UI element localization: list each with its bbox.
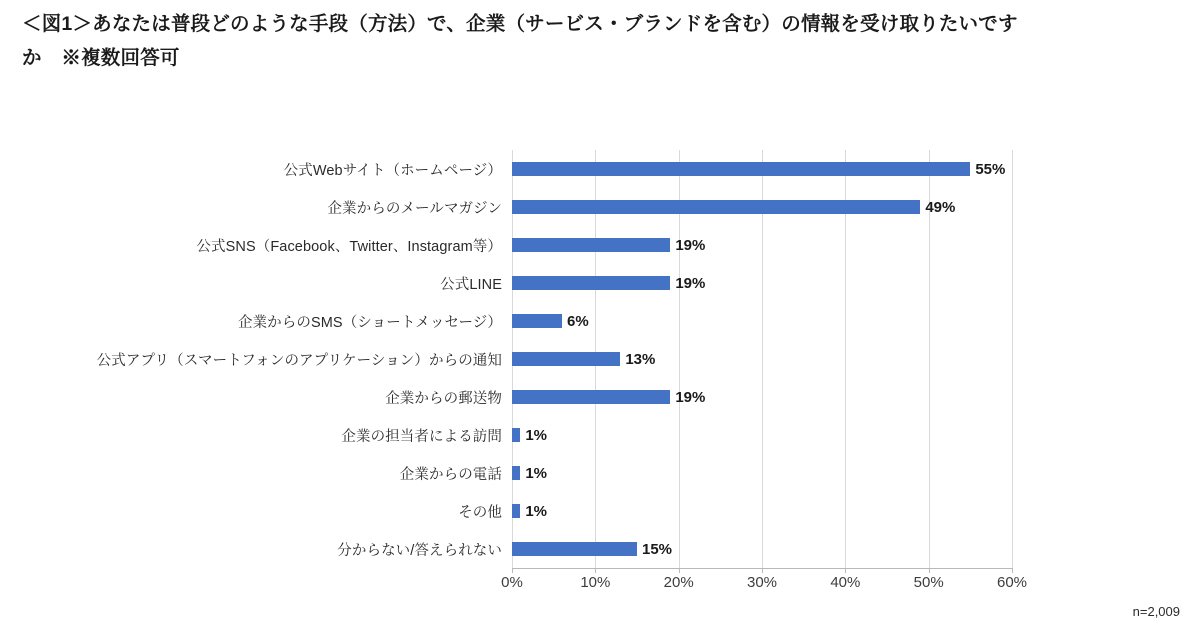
category-label: 公式LINE — [440, 276, 502, 293]
bar — [512, 352, 620, 366]
category-label: 企業からのメールマガジン — [327, 200, 502, 217]
bar-row — [0, 530, 1200, 568]
bar-with-value — [512, 530, 672, 568]
bar-with-value — [512, 226, 705, 264]
bar — [512, 162, 970, 176]
bar-row — [0, 150, 1200, 188]
tick-mark — [1012, 568, 1013, 573]
bar-row — [0, 454, 1200, 492]
category-label: 分からない/答えられない — [337, 542, 502, 559]
category-label: 企業からの郵送物 — [385, 390, 502, 407]
bar — [512, 200, 920, 214]
bar-row — [0, 302, 1200, 340]
bar-row — [0, 226, 1200, 264]
page-title — [22, 8, 1172, 75]
bar-row — [0, 378, 1200, 416]
bar-with-value — [512, 492, 547, 530]
bar-row — [0, 492, 1200, 530]
bar-with-value — [512, 188, 955, 226]
tick-mark — [762, 568, 763, 573]
bar-value-label: 13% — [625, 350, 656, 368]
bar-row — [0, 264, 1200, 302]
category-label: 企業の担当者による訪問 — [341, 428, 502, 445]
tick-mark — [679, 568, 680, 573]
page-title-line-1: ＜図1＞あなたは普段どのような手段（方法）で、企業（サービス・ブランドを含む）の情報を受け取りたいです — [22, 13, 1018, 35]
bar-value-label: 19% — [675, 274, 706, 292]
bar — [512, 276, 670, 290]
bar — [512, 466, 520, 480]
bar — [512, 390, 670, 404]
category-label: 公式Webサイト（ホームページ） — [283, 162, 502, 179]
x-tick-label: 0% — [501, 574, 523, 591]
bar-value-label: 15% — [642, 540, 673, 558]
category-label: 企業からの電話 — [399, 466, 502, 483]
bar-value-label: 6% — [567, 312, 589, 330]
x-tick-label: 50% — [913, 574, 944, 591]
sample-size-note: n=2,009 — [1132, 604, 1180, 619]
bar-value-label: 1% — [525, 426, 548, 444]
x-tick-label: 60% — [996, 574, 1028, 591]
page-title-line-2: か ※複数回答可 — [22, 46, 180, 69]
x-tick-label: 30% — [746, 574, 778, 591]
tick-mark — [595, 568, 596, 573]
bar-row — [0, 188, 1200, 226]
bar-value-label: 19% — [675, 236, 706, 254]
category-label: 公式アプリ（スマートフォンのアプリケーション）からの通知 — [96, 352, 502, 369]
bar — [512, 238, 670, 252]
tick-mark — [845, 568, 846, 573]
bar-with-value — [512, 264, 705, 302]
bar-row — [0, 340, 1200, 378]
bar-rows — [0, 150, 1200, 568]
x-tick-label: 20% — [663, 574, 694, 591]
bar-value-label: 49% — [925, 198, 956, 216]
bar-with-value — [512, 416, 547, 454]
bar-with-value — [512, 454, 547, 492]
bar-with-value — [512, 150, 1005, 188]
bar — [512, 314, 562, 328]
bar-value-label: 1% — [525, 464, 548, 482]
bar — [512, 504, 520, 518]
bar — [512, 542, 637, 556]
bar — [512, 428, 520, 442]
x-axis-tick-labels — [501, 574, 1032, 598]
bar-with-value — [512, 378, 705, 416]
bar-value-label: 1% — [525, 502, 548, 520]
bar-value-label: 55% — [975, 160, 1006, 178]
category-label: その他 — [458, 504, 502, 521]
x-tick-label: 40% — [830, 574, 861, 591]
bar-row — [0, 416, 1200, 454]
bar-with-value — [512, 340, 655, 378]
x-tick-label: 10% — [580, 574, 611, 591]
category-label: 企業からのSMS（ショートメッセージ） — [237, 314, 502, 331]
bar-chart — [0, 140, 1200, 610]
tick-mark — [512, 568, 513, 573]
bar-with-value — [512, 302, 589, 340]
tick-mark — [929, 568, 930, 573]
bar-value-label: 19% — [675, 388, 706, 406]
category-label: 公式SNS（Facebook、Twitter、Instagram等） — [196, 238, 502, 255]
